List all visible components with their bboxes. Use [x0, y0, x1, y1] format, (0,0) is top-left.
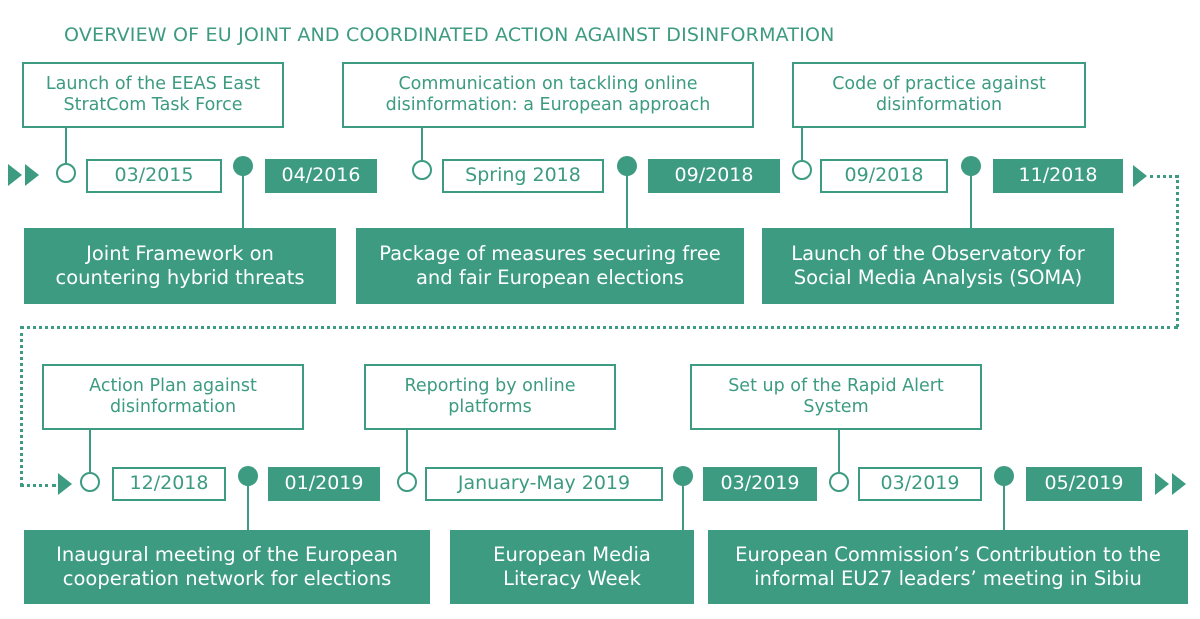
event-box-top: Reporting by online platforms: [364, 364, 616, 430]
date-label-outline: 03/2015: [86, 159, 222, 193]
connector-line: [801, 127, 803, 163]
event-box-bottom: European Media Literacy Week: [450, 530, 694, 604]
date-label-filled: 09/2018: [648, 159, 780, 193]
connector-line: [406, 429, 408, 472]
dotted-connector: [20, 484, 56, 487]
date-label-outline: 09/2018: [820, 159, 948, 193]
event-box-top: Communication on tackling online disinformation: a European approach: [342, 62, 754, 128]
connector-line: [89, 429, 91, 472]
date-label-filled: 04/2016: [265, 159, 377, 193]
date-label-outline: Spring 2018: [442, 159, 604, 193]
date-label-filled: 11/2018: [993, 159, 1123, 193]
timeline-node-open: [829, 472, 849, 492]
date-label-outline: 03/2019: [858, 467, 982, 501]
timeline-node-open: [56, 163, 76, 183]
connector-line: [682, 485, 684, 530]
arrow-right-icon: [58, 473, 72, 495]
connector-line: [242, 174, 244, 228]
event-box-top: Code of practice against disinformation: [792, 62, 1086, 128]
connector-line: [421, 127, 423, 163]
event-box-bottom: Package of measures securing free and fair European elections: [356, 228, 744, 304]
timeline-node-open: [412, 160, 432, 180]
dotted-connector: [20, 326, 1178, 329]
timeline-node-open: [397, 472, 417, 492]
connector-line: [626, 174, 628, 228]
date-label-filled: 05/2019: [1026, 467, 1142, 501]
connector-line: [247, 485, 249, 530]
date-label-filled: 01/2019: [268, 467, 380, 501]
arrow-right-icon: [8, 164, 22, 186]
date-label-outline: January-May 2019: [425, 467, 663, 501]
event-box-bottom: European Commission’s Contribution to the informal EU27 leaders’ meeting in Sibiu: [708, 530, 1188, 604]
connector-line: [1003, 485, 1005, 530]
date-label-filled: 03/2019: [703, 467, 817, 501]
arrow-right-icon: [1133, 165, 1147, 187]
timeline-node-solid: [617, 156, 637, 176]
connector-line: [970, 174, 972, 228]
timeline-node-solid: [233, 156, 253, 176]
connector-line: [838, 429, 840, 472]
event-box-top: Action Plan against disinformation: [42, 364, 304, 430]
arrow-right-icon: [1155, 473, 1169, 495]
timeline-node-open: [792, 160, 812, 180]
connector-line: [65, 127, 67, 163]
dotted-connector: [20, 326, 23, 486]
event-box-bottom: Launch of the Observatory for Social Media Analysis (SOMA): [762, 228, 1114, 304]
event-box-bottom: Joint Framework on countering hybrid threats: [24, 228, 336, 304]
timeline-node-solid: [673, 466, 693, 486]
dotted-connector: [1150, 175, 1178, 178]
timeline-node-solid: [238, 466, 258, 486]
timeline-node-solid: [994, 466, 1014, 486]
event-box-top: Launch of the EEAS East StratCom Task Force: [22, 62, 284, 128]
timeline-node-solid: [961, 156, 981, 176]
date-label-outline: 12/2018: [112, 467, 226, 501]
timeline-node-open: [80, 472, 100, 492]
arrow-right-icon: [25, 164, 39, 186]
dotted-connector: [1176, 175, 1179, 327]
diagram-title: OVERVIEW OF EU JOINT AND COORDINATED ACTION AGAINST DISINFORMATION: [64, 24, 835, 46]
event-box-bottom: Inaugural meeting of the European cooperation network for elections: [24, 530, 430, 604]
arrow-right-icon: [1172, 473, 1186, 495]
event-box-top: Set up of the Rapid Alert System: [690, 364, 982, 430]
